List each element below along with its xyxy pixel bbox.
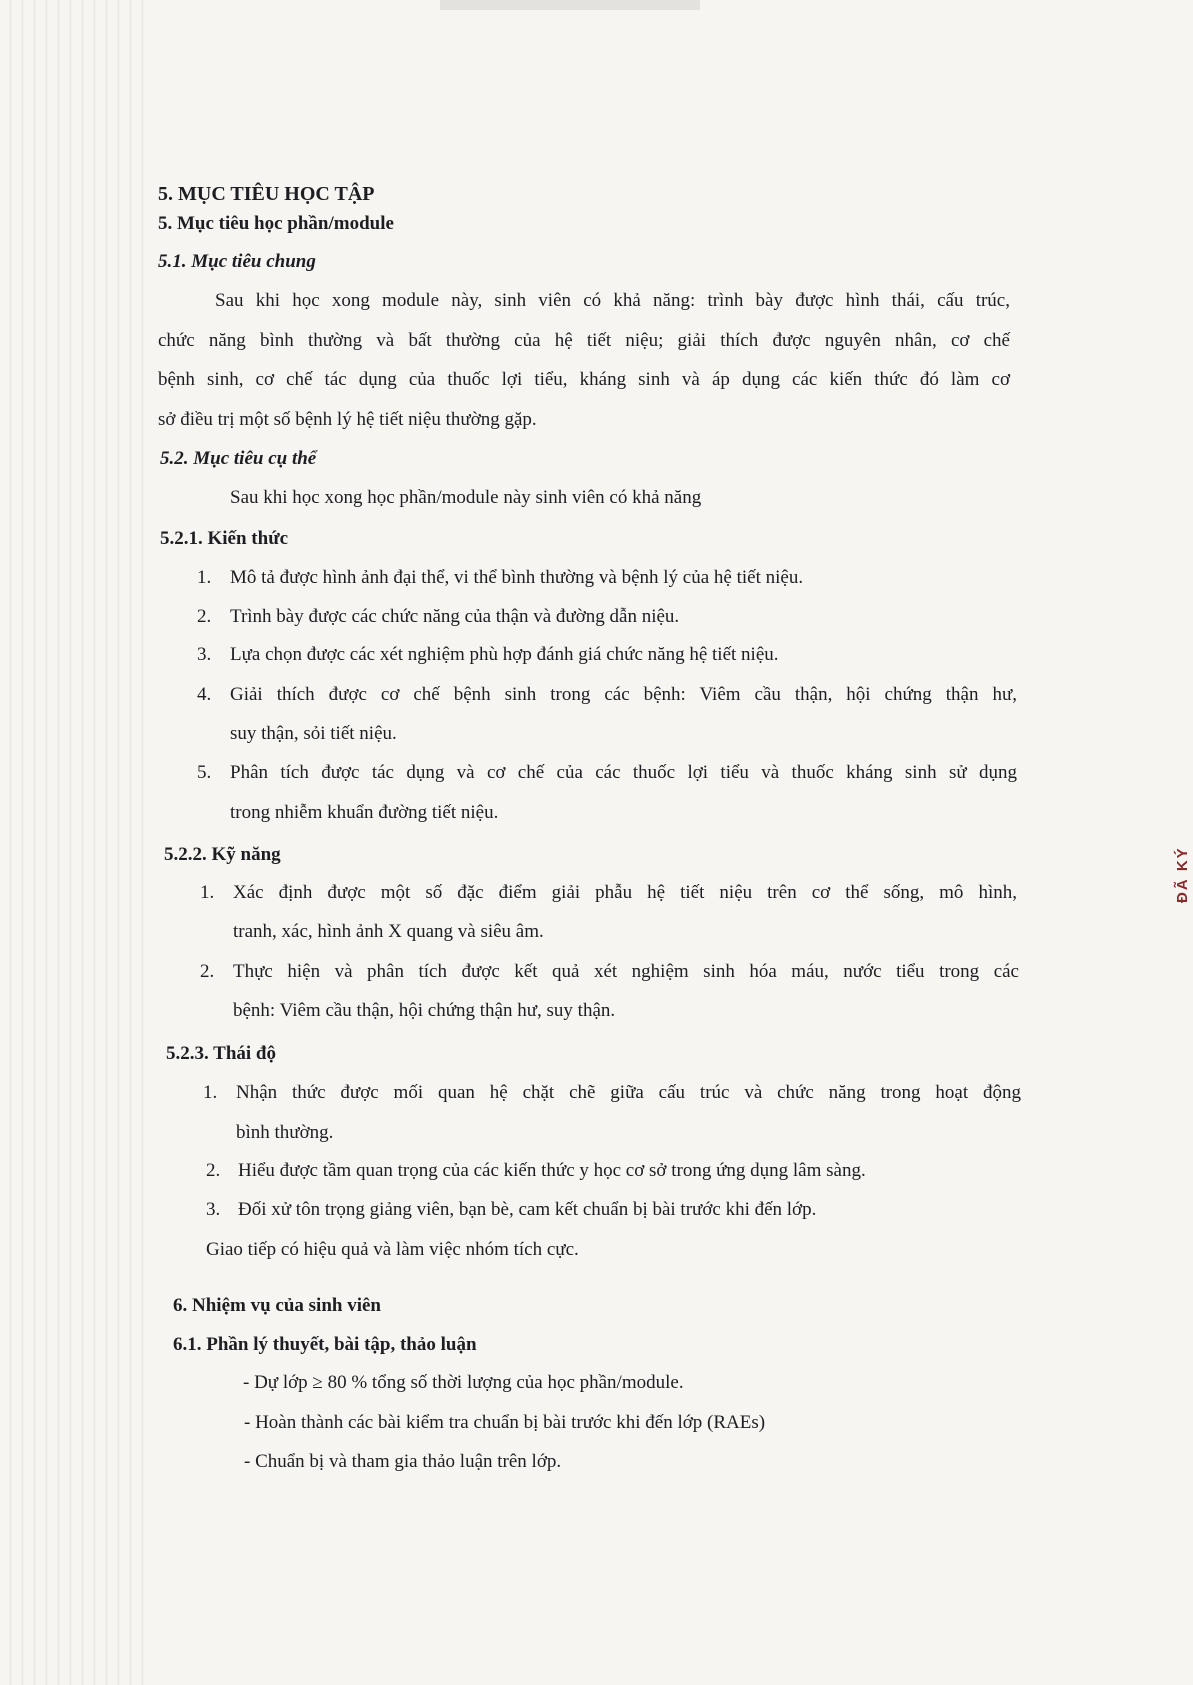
attitude-item-number: 1. bbox=[203, 1082, 218, 1103]
knowledge-item-text: suy thận, sỏi tiết niệu. bbox=[230, 723, 397, 744]
skill-item-text: Xác định được một số đặc điểm giải phẫu hệ tiết niệu trên cơ thể sống, mô hình, bbox=[233, 882, 1017, 903]
general-objectives-line-4: sở điều trị một số bệnh lý hệ tiết niệu thường gặp. bbox=[158, 409, 537, 430]
heading-knowledge: 5.2.1. Kiến thức bbox=[160, 528, 289, 549]
heading-student-duties: 6. Nhiệm vụ của sinh viên bbox=[173, 1295, 381, 1316]
knowledge-item-text: Giải thích được cơ chế bệnh sinh trong các bệnh: Viêm cầu thận, hội chứng thận hư, bbox=[230, 684, 1017, 705]
scan-top-mark bbox=[440, 0, 700, 10]
specific-objectives-intro: Sau khi học xong học phần/module này sinh viên có khả năng bbox=[230, 487, 702, 508]
skill-item-text: tranh, xác, hình ảnh X quang và siêu âm. bbox=[233, 921, 544, 942]
attitude-item-text: Đối xử tôn trọng giảng viên, bạn bè, cam kết chuẩn bị bài trước khi đến lớp. bbox=[238, 1199, 817, 1220]
scan-edge-shadow bbox=[0, 0, 150, 1685]
general-objectives-line-2: chức năng bình thường và bất thường của hệ tiết niệu; giải thích được nguyên nhân, cơ chế bbox=[158, 330, 1010, 351]
knowledge-item-text: Phân tích được tác dụng và cơ chế của các thuốc lợi tiểu và thuốc kháng sinh sử dụng bbox=[230, 762, 1017, 783]
knowledge-item-number: 3. bbox=[197, 644, 212, 665]
attitude-item-number: 3. bbox=[206, 1199, 221, 1220]
attitude-item-text: Nhận thức được mối quan hệ chặt chẽ giữa cấu trúc và chức năng trong hoạt động bbox=[236, 1082, 1021, 1103]
skill-item-text: Thực hiện và phân tích được kết quả xét nghiệm sinh hóa máu, nước tiểu trong các bbox=[233, 961, 1019, 982]
heading-specific-objectives: 5.2. Mục tiêu cụ thể bbox=[160, 448, 317, 469]
duty-item: - Chuẩn bị và tham gia thảo luận trên lớp. bbox=[244, 1451, 562, 1472]
duty-item: - Dự lớp ≥ 80 % tổng số thời lượng của học phần/module. bbox=[243, 1372, 684, 1393]
heading-general-objectives: 5.1. Mục tiêu chung bbox=[158, 251, 316, 272]
knowledge-item-text: trong nhiễm khuẩn đường tiết niệu. bbox=[230, 802, 499, 823]
skill-item-text: bệnh: Viêm cầu thận, hội chứng thận hư, suy thận. bbox=[233, 1000, 616, 1021]
attitude-item-text: bình thường. bbox=[236, 1122, 334, 1143]
duty-item: - Hoàn thành các bài kiểm tra chuẩn bị bài trước khi đến lớp (RAEs) bbox=[244, 1412, 766, 1433]
knowledge-item-number: 5. bbox=[197, 762, 212, 783]
attitude-item-text: Hiểu được tầm quan trọng của các kiến thức y học cơ sở trong ứng dụng lâm sàng. bbox=[238, 1160, 866, 1181]
knowledge-item-number: 2. bbox=[197, 606, 212, 627]
knowledge-item-number: 4. bbox=[197, 684, 212, 705]
knowledge-item-number: 1. bbox=[197, 567, 212, 588]
attitude-item-number: 2. bbox=[206, 1160, 221, 1181]
knowledge-item-text: Trình bày được các chức năng của thận và đường dẫn niệu. bbox=[230, 606, 680, 627]
knowledge-item-text: Lựa chọn được các xét nghiệm phù hợp đánh giá chức năng hệ tiết niệu. bbox=[230, 644, 779, 665]
heading-skills: 5.2.2. Kỹ năng bbox=[164, 844, 281, 865]
heading-attitudes: 5.2.3. Thái độ bbox=[166, 1043, 276, 1064]
general-objectives-line-3: bệnh sinh, cơ chế tác dụng của thuốc lợi tiểu, kháng sinh và áp dụng các kiến thức đó làm cơ bbox=[158, 369, 1010, 390]
heading-module-objectives: 5. Mục tiêu học phần/module bbox=[158, 213, 394, 234]
skill-item-number: 1. bbox=[200, 882, 215, 903]
skill-item-number: 2. bbox=[200, 961, 215, 982]
general-objectives-line-1: Sau khi học xong module này, sinh viên có khả năng: trình bày được hình thái, cấu trúc, bbox=[215, 290, 1010, 311]
heading-theory-exercises: 6.1. Phần lý thuyết, bài tập, thảo luận bbox=[173, 1334, 477, 1355]
margin-stamp: ĐÃ KÝ bbox=[1174, 846, 1191, 904]
knowledge-item-text: Mô tả được hình ảnh đại thể, vi thể bình thường và bệnh lý của hệ tiết niệu. bbox=[230, 567, 804, 588]
attitude-extra-note: Giao tiếp có hiệu quả và làm việc nhóm tích cực. bbox=[206, 1239, 579, 1260]
heading-learning-objectives: 5. MỤC TIÊU HỌC TẬP bbox=[158, 183, 375, 205]
